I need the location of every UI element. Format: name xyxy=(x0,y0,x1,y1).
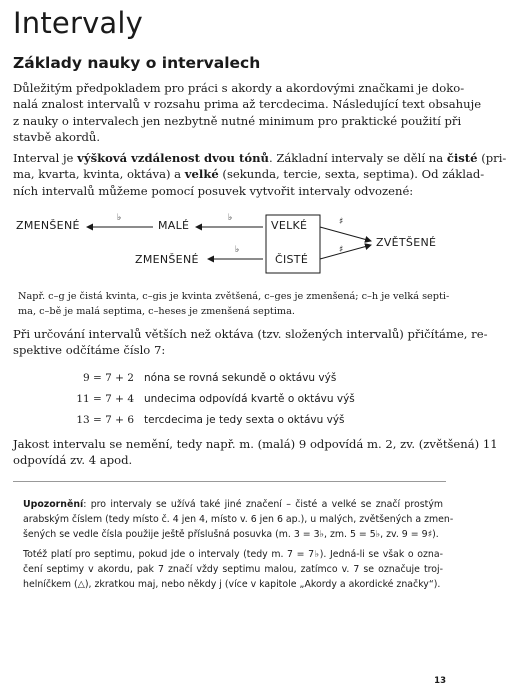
text-line: stavbě akordů. xyxy=(13,129,101,144)
text-span: (sekunda, tercie, sexta, septima). Od základ- xyxy=(218,167,485,182)
label-zmensene-top: ZMENŠENÉ xyxy=(16,219,80,232)
label-male: MALÉ xyxy=(158,219,190,232)
text-line: helníčkem (△), zkratkou maj, nebo někdy j (více v kapitole „Akordy a akordické značky“). xyxy=(23,579,441,591)
text-line: Např. c–g je čistá kvinta, c–gis je kvinta zvětšená, c–ges je zmenšená; c–h je velká septi- xyxy=(18,291,450,302)
page-title: Intervaly xyxy=(13,6,144,40)
equation-text: nóna se rovná sekundě o oktávu výš xyxy=(144,372,337,384)
text-line: Jakost intervalu se nemění, tedy např. m. (malá) 9 odpovídá m. 2, zv. (zvětšená) 11 xyxy=(13,437,498,451)
warning-label: Upozornění xyxy=(23,499,84,510)
text-span: (pri- xyxy=(477,151,506,165)
text-line xyxy=(13,150,506,166)
example-note xyxy=(18,289,450,319)
flat-sign: ♭ xyxy=(117,213,122,223)
equation-text: undecima odpovídá kvartě o oktávu výš xyxy=(144,393,355,405)
text-line: čení septimy v akordu, pak 7 značí vždy septimu malou, zatímco v. 7 se označuje troj- xyxy=(23,564,443,576)
text-line: Totéž platí pro septimu, pokud jde o intervaly (tedy m. 7 = 7♭). Jedná-li se však o ozna- xyxy=(23,549,443,560)
equation-row xyxy=(60,372,336,384)
text-line: ních intervalů můžeme pomocí posuvek vytvořit intervaly odvozené: xyxy=(13,183,414,198)
text-line: šených se vedle čísla použije ještě příslušná posuvka (m. 3 = 3♭, zm. 5 = 5♭, zv. 9 = 9♯). xyxy=(23,529,439,541)
equation-text: tercdecima je tedy sexta o oktávu výš xyxy=(144,414,345,426)
quality-paragraph xyxy=(13,436,498,469)
bold-term: výšková vzdálenost dvou tónů xyxy=(77,151,269,165)
text-line: z nauky o intervalech jen nezbytně nutné minimum pro praktické použití při xyxy=(13,113,462,128)
text-line: nalá znalost intervalů v rozsahu prima až tercdecima. Následující text obsahuje xyxy=(13,97,482,112)
sharp-sign: ♯ xyxy=(339,217,344,227)
text-line: odpovídá zv. 4 apod. xyxy=(13,453,133,468)
equation-lhs: 11 = 7 + 4 xyxy=(76,393,134,405)
label-velke: VELKÉ xyxy=(271,219,308,232)
flat-sign: ♭ xyxy=(228,213,233,223)
equation-lhs: 13 = 7 + 6 xyxy=(76,414,134,426)
section-subtitle: Základy nauky o intervalech xyxy=(13,54,261,72)
text-span: : pro intervaly se užívá také jiné značení – čisté a velké se značí prostým xyxy=(83,499,443,510)
intro-paragraph xyxy=(13,80,482,145)
text-line xyxy=(13,166,485,182)
text-line: spektive odčítáme číslo 7: xyxy=(13,343,166,358)
text-line: ma, c–bě je malá septima, c–heses je zmenšená septima. xyxy=(18,306,295,317)
label-zmensene-bottom: ZMENŠENÉ xyxy=(135,253,199,266)
flat-sign: ♭ xyxy=(235,245,240,255)
compound-paragraph xyxy=(13,326,488,359)
label-zvetsene: ZVĚTŠENÉ xyxy=(376,236,437,249)
text-line: Při určování intervalů větších než oktáva (tzv. složených intervalů) přičítáme, re- xyxy=(13,327,488,341)
sharp-sign: ♯ xyxy=(339,245,344,255)
warning-paragraph xyxy=(23,497,454,542)
bold-term: velké xyxy=(184,167,219,182)
text-line xyxy=(23,497,443,512)
divider xyxy=(13,481,446,482)
arrow-ciste-to-zvetsene xyxy=(320,245,371,259)
interval-diagram xyxy=(13,213,446,285)
equation-row xyxy=(60,414,345,426)
equation-row xyxy=(60,393,355,405)
text-span: Interval je xyxy=(13,151,78,165)
text-line: arabským číslem (tedy místo č. 4 jen 4, místo v. 6 jen 6 ap.), u malých, zvětšených a zmen- xyxy=(23,514,454,526)
text-span: ma, kvarta, kvinta, oktáva) a xyxy=(13,167,185,182)
equation-lhs: 9 = 7 + 2 xyxy=(83,372,134,384)
arrow-velke-to-zvetsene xyxy=(320,227,371,241)
text-span: . Základní intervaly se dělí na xyxy=(268,151,447,165)
label-ciste: ČISTÉ xyxy=(275,253,309,266)
text-line: Důležitým předpokladem pro práci s akordy a akordovými značkami je doko- xyxy=(13,81,465,95)
bold-term: čisté xyxy=(446,151,478,165)
septima-paragraph xyxy=(23,547,443,592)
definition-paragraph xyxy=(13,150,506,199)
page-number: 13 xyxy=(434,676,446,686)
